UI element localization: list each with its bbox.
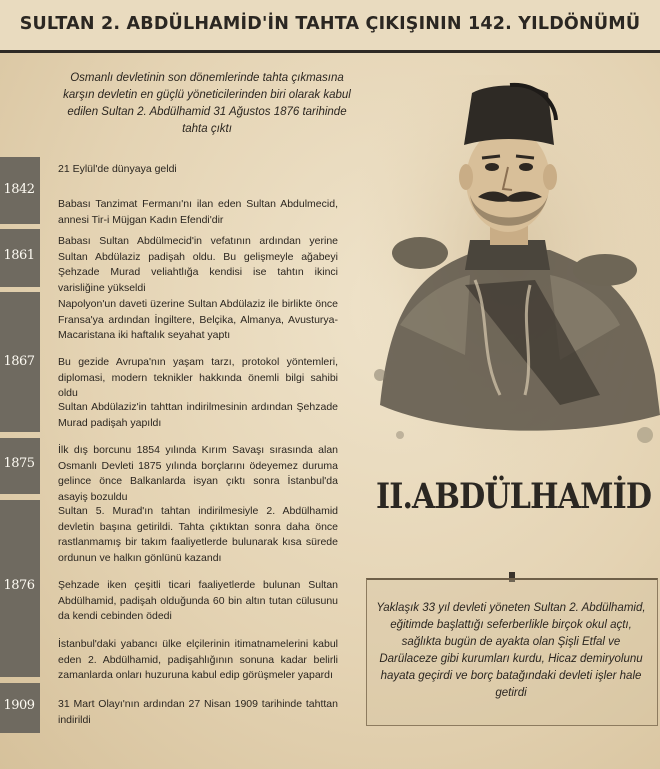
- year-label: 1842: [3, 182, 35, 197]
- timeline-entry: Babası Tanzimat Fermanı'nı ilan eden Sultan Abdulmecid, annesi Tir-i Müjgan Kadın Efendi'dir: [58, 198, 338, 226]
- year-label: 1876: [3, 578, 35, 593]
- sultan-name-heading: II.ABDÜLHAMİD: [376, 476, 652, 517]
- year-label: 1909: [3, 698, 35, 713]
- timeline-entry: 31 Mart Olayı'nın ardından 27 Nisan 1909 tarihinde tahttan indirildi: [58, 698, 338, 726]
- timeline-entry: Sultan Abdülaziz'in tahttan indirilmesinin ardından Şehzade Murad padişah yapıldı: [58, 401, 338, 429]
- year-label: 1875: [3, 456, 35, 471]
- sultan-portrait-image: [360, 75, 660, 475]
- page-title: SULTAN 2. ABDÜLHAMİD'İN TAHTA ÇIKIŞININ 142. YILDÖNÜMÜ: [19, 14, 641, 34]
- timeline-entry: Babası Sultan Abdülmecid'in vefatının ardından yerine Sultan Abdülaziz padişah oldu. Bu gelişmeyle ağabeyi Şehzade Murad veliahtlığa kendisi ise tahtın ikinci varisliğine yükseldi: [58, 235, 338, 294]
- year-label: 1867: [3, 354, 35, 369]
- timeline-entry: İlk dış borcunu 1854 yılında Kırım Savaşı sırasında alan Osmanlı Devleti 1875 yılında borçlarını ödeyemez duruma gelince önce Balkanlarda isyan çıktı sonra İstanbul'da asayiş bozuldu: [58, 444, 338, 503]
- timeline-entry: Şehzade iken çeşitli ticari faaliyetlerde bulunan Sultan Abdülhamid, padişah olduğunda 60 bin altın tutan cülusunu da kendi cebinden ödedi: [58, 579, 338, 622]
- summary-text: Yaklaşık 33 yıl devleti yöneten Sultan 2. Abdülhamid, eğitimde başlattığı seferberlikle birçok okul açtı, sağlıkta bugün de ayakta olan Şişli Etfal ve Darülaceze gibi kurumları kurdu, Hicaz demiryolunu hayata geçirdi ve borç batağındaki devleti işler hale getirdi: [376, 602, 646, 699]
- timeline-entry: Bu gezide Avrupa'nın yaşam tarzı, protokol yöntemleri, diplomasi, modern teknikler hakkında önemli bilgi sahibi oldu: [58, 356, 338, 399]
- timeline-entry: Napolyon'un daveti üzerine Sultan Abdülaziz ile birlikte önce Fransa'ya ardından İngiltere, Belçika, Almanya, Avusturya-Macaristana iki haftalık seyahat yaptı: [58, 298, 338, 341]
- timeline-entry: 21 Eylül'de dünyaya geldi: [58, 163, 177, 175]
- timeline-entry: Sultan 5. Murad'ın tahtan indirilmesiyle 2. Abdülhamid devletin başına getirildi. Tahta çıktıktan sonra daha önce rastlanmamış bir takım faaliyetlerde bulunarak kısa sürede ordunun ve halkın gönlünü kazandı: [58, 505, 338, 564]
- intro-text: Osmanlı devletinin son dönemlerinde tahta çıkmasına karşın devletin en güçlü yöneticilerinden biri olarak kabul edilen Sultan 2. Abdülhamid 31 Ağustos 1876 tarihinde tahta çıktı: [63, 72, 351, 135]
- title-bar: [0, 0, 660, 53]
- year-label: 1861: [3, 248, 35, 263]
- timeline-entry: İstanbul'daki yabancı ülke elçilerinin itimatnamelerini kabul eden 2. Abdülhamid, padişahlığının sonuna kadar belirli zamanlarda onları huzuruna kabul edip görüşmeler yapardı: [58, 638, 338, 681]
